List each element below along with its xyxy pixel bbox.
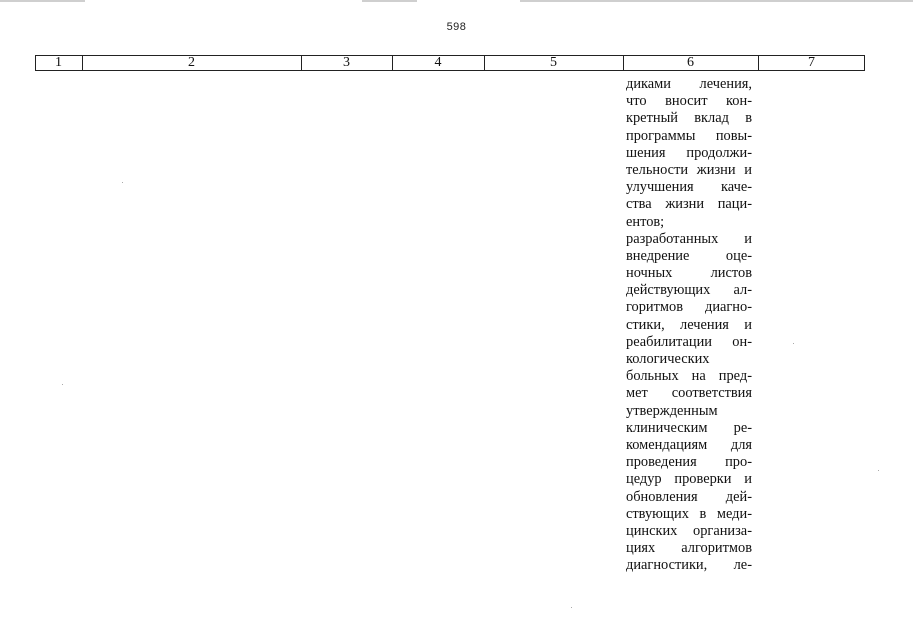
text-line: циях алгоритмов	[626, 540, 752, 557]
scan-edge-mark	[520, 0, 913, 2]
scan-noise	[793, 343, 794, 344]
table-border	[35, 55, 36, 71]
text-line: внедрение оце-	[626, 247, 752, 264]
text-line: диагностики, ле-	[626, 557, 752, 574]
column-divider	[301, 55, 302, 71]
column-divider	[484, 55, 485, 71]
text-line: кологических	[626, 351, 710, 367]
text-line: кретный вклад в	[626, 110, 752, 127]
scan-noise	[571, 607, 572, 608]
text-line: проведения про-	[626, 454, 752, 471]
column-header-2: 2	[188, 55, 195, 70]
scan-edge-mark	[362, 0, 417, 2]
scan-noise	[878, 470, 879, 471]
column-header-1: 1	[55, 55, 62, 70]
text-line: ночных листов	[626, 265, 752, 282]
column-header-4: 4	[434, 55, 442, 70]
text-line: что вносит кон-	[626, 93, 752, 110]
column-header-3: 3	[343, 55, 350, 70]
text-line: улучшения каче-	[626, 179, 752, 196]
scan-noise	[122, 182, 123, 183]
text-line: ствующих в меди-	[626, 505, 752, 522]
scan-edge-mark	[0, 0, 85, 2]
text-line: разработанных и	[626, 230, 752, 247]
column-header-6: 6	[687, 55, 694, 70]
text-line: мет соответствия	[626, 385, 752, 402]
text-line: ства жизни паци-	[626, 196, 752, 213]
column-divider	[758, 55, 759, 71]
text-line: тельности жизни и	[626, 161, 752, 178]
table-border	[864, 55, 865, 71]
text-line: шения продолжи-	[626, 144, 752, 161]
text-line: клиническим ре-	[626, 419, 752, 436]
text-line: горитмов диагно-	[626, 299, 752, 316]
table-header-row	[35, 55, 865, 71]
text-line: цедур проверки и	[626, 471, 752, 488]
text-line: больных на пред-	[626, 368, 752, 385]
scan-noise	[62, 384, 63, 385]
text-line: программы повы-	[626, 127, 752, 144]
text-line: комендациям для	[626, 436, 752, 453]
text-line: реабилитации он-	[626, 333, 752, 350]
text-line: утвержденным	[626, 402, 718, 419]
text-line: диками лечения,	[626, 76, 752, 92]
column-header-7: 7	[808, 55, 815, 70]
page-number: 598	[446, 21, 467, 33]
text-line: действующих ал-	[626, 282, 752, 299]
text-line: ентов;	[626, 213, 665, 230]
column-divider	[623, 55, 624, 71]
text-line: цинских организа-	[626, 522, 752, 539]
column-6-text	[626, 76, 752, 574]
column-header-5: 5	[550, 55, 557, 70]
text-line: обновления дей-	[626, 488, 752, 505]
column-divider	[82, 55, 83, 71]
text-line: стики, лечения и	[626, 316, 752, 333]
column-divider	[392, 55, 393, 71]
